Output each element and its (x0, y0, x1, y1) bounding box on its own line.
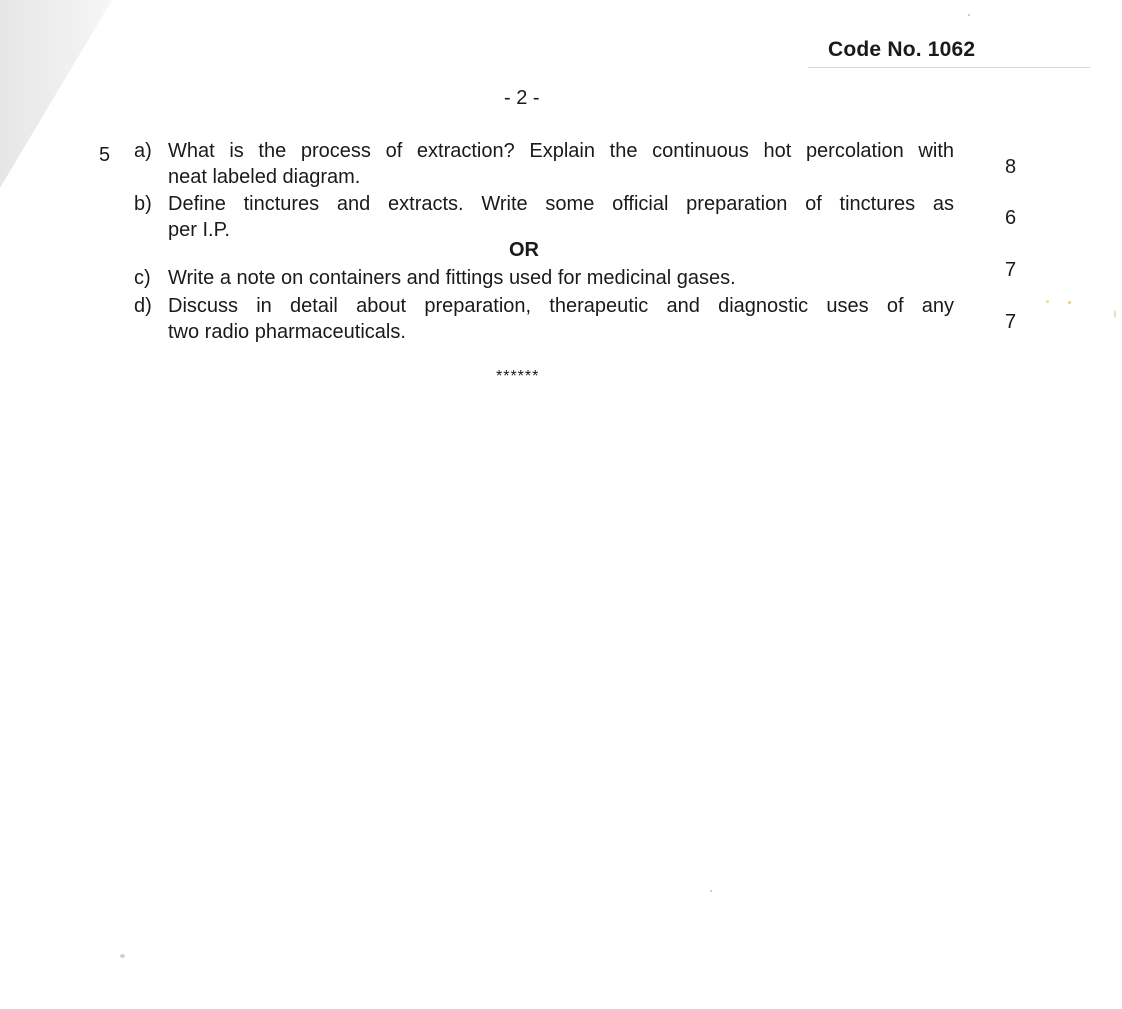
part-text-line: two radio pharmaceuticals. (168, 321, 406, 343)
part-label: d) (134, 295, 152, 317)
scan-speck (1114, 310, 1116, 318)
scan-speck (1068, 301, 1071, 304)
part-text (168, 138, 954, 190)
marks-value: 7 (1005, 259, 1017, 281)
code-number: Code No. 1062 (828, 38, 976, 61)
header-rule (808, 67, 1090, 68)
part-text (168, 191, 954, 243)
part-text-line: Write a note on containers and fittings used for medicinal gases. (168, 267, 736, 289)
scan-speck (968, 14, 970, 16)
scan-speck (120, 954, 125, 958)
part-label: a) (134, 140, 152, 162)
part-text (168, 265, 954, 291)
scan-speck (1046, 300, 1049, 303)
page-number: - 2 - (504, 87, 540, 109)
marks-value: 6 (1005, 207, 1017, 229)
part-text-line: neat labeled diagram. (168, 166, 361, 188)
part-text (168, 293, 954, 345)
scan-edge-shadow (0, 0, 130, 200)
part-label: c) (134, 267, 151, 289)
part-label: b) (134, 193, 152, 215)
part-text-line: Discuss in detail about preparation, therapeutic and diagnostic uses of any (168, 295, 954, 317)
marks-value: 7 (1005, 311, 1017, 333)
part-text-line: per I.P. (168, 219, 230, 241)
question-number: 5 (99, 144, 111, 166)
part-text-line: Define tinctures and extracts. Write some official preparation of tinctures as (168, 193, 954, 215)
part-text-line: What is the process of extraction? Explain the continuous hot percolation with (168, 140, 954, 162)
scan-speck (710, 890, 712, 892)
end-marker: ****** (496, 368, 540, 385)
marks-value: 8 (1005, 156, 1017, 178)
or-separator: OR (509, 239, 539, 261)
